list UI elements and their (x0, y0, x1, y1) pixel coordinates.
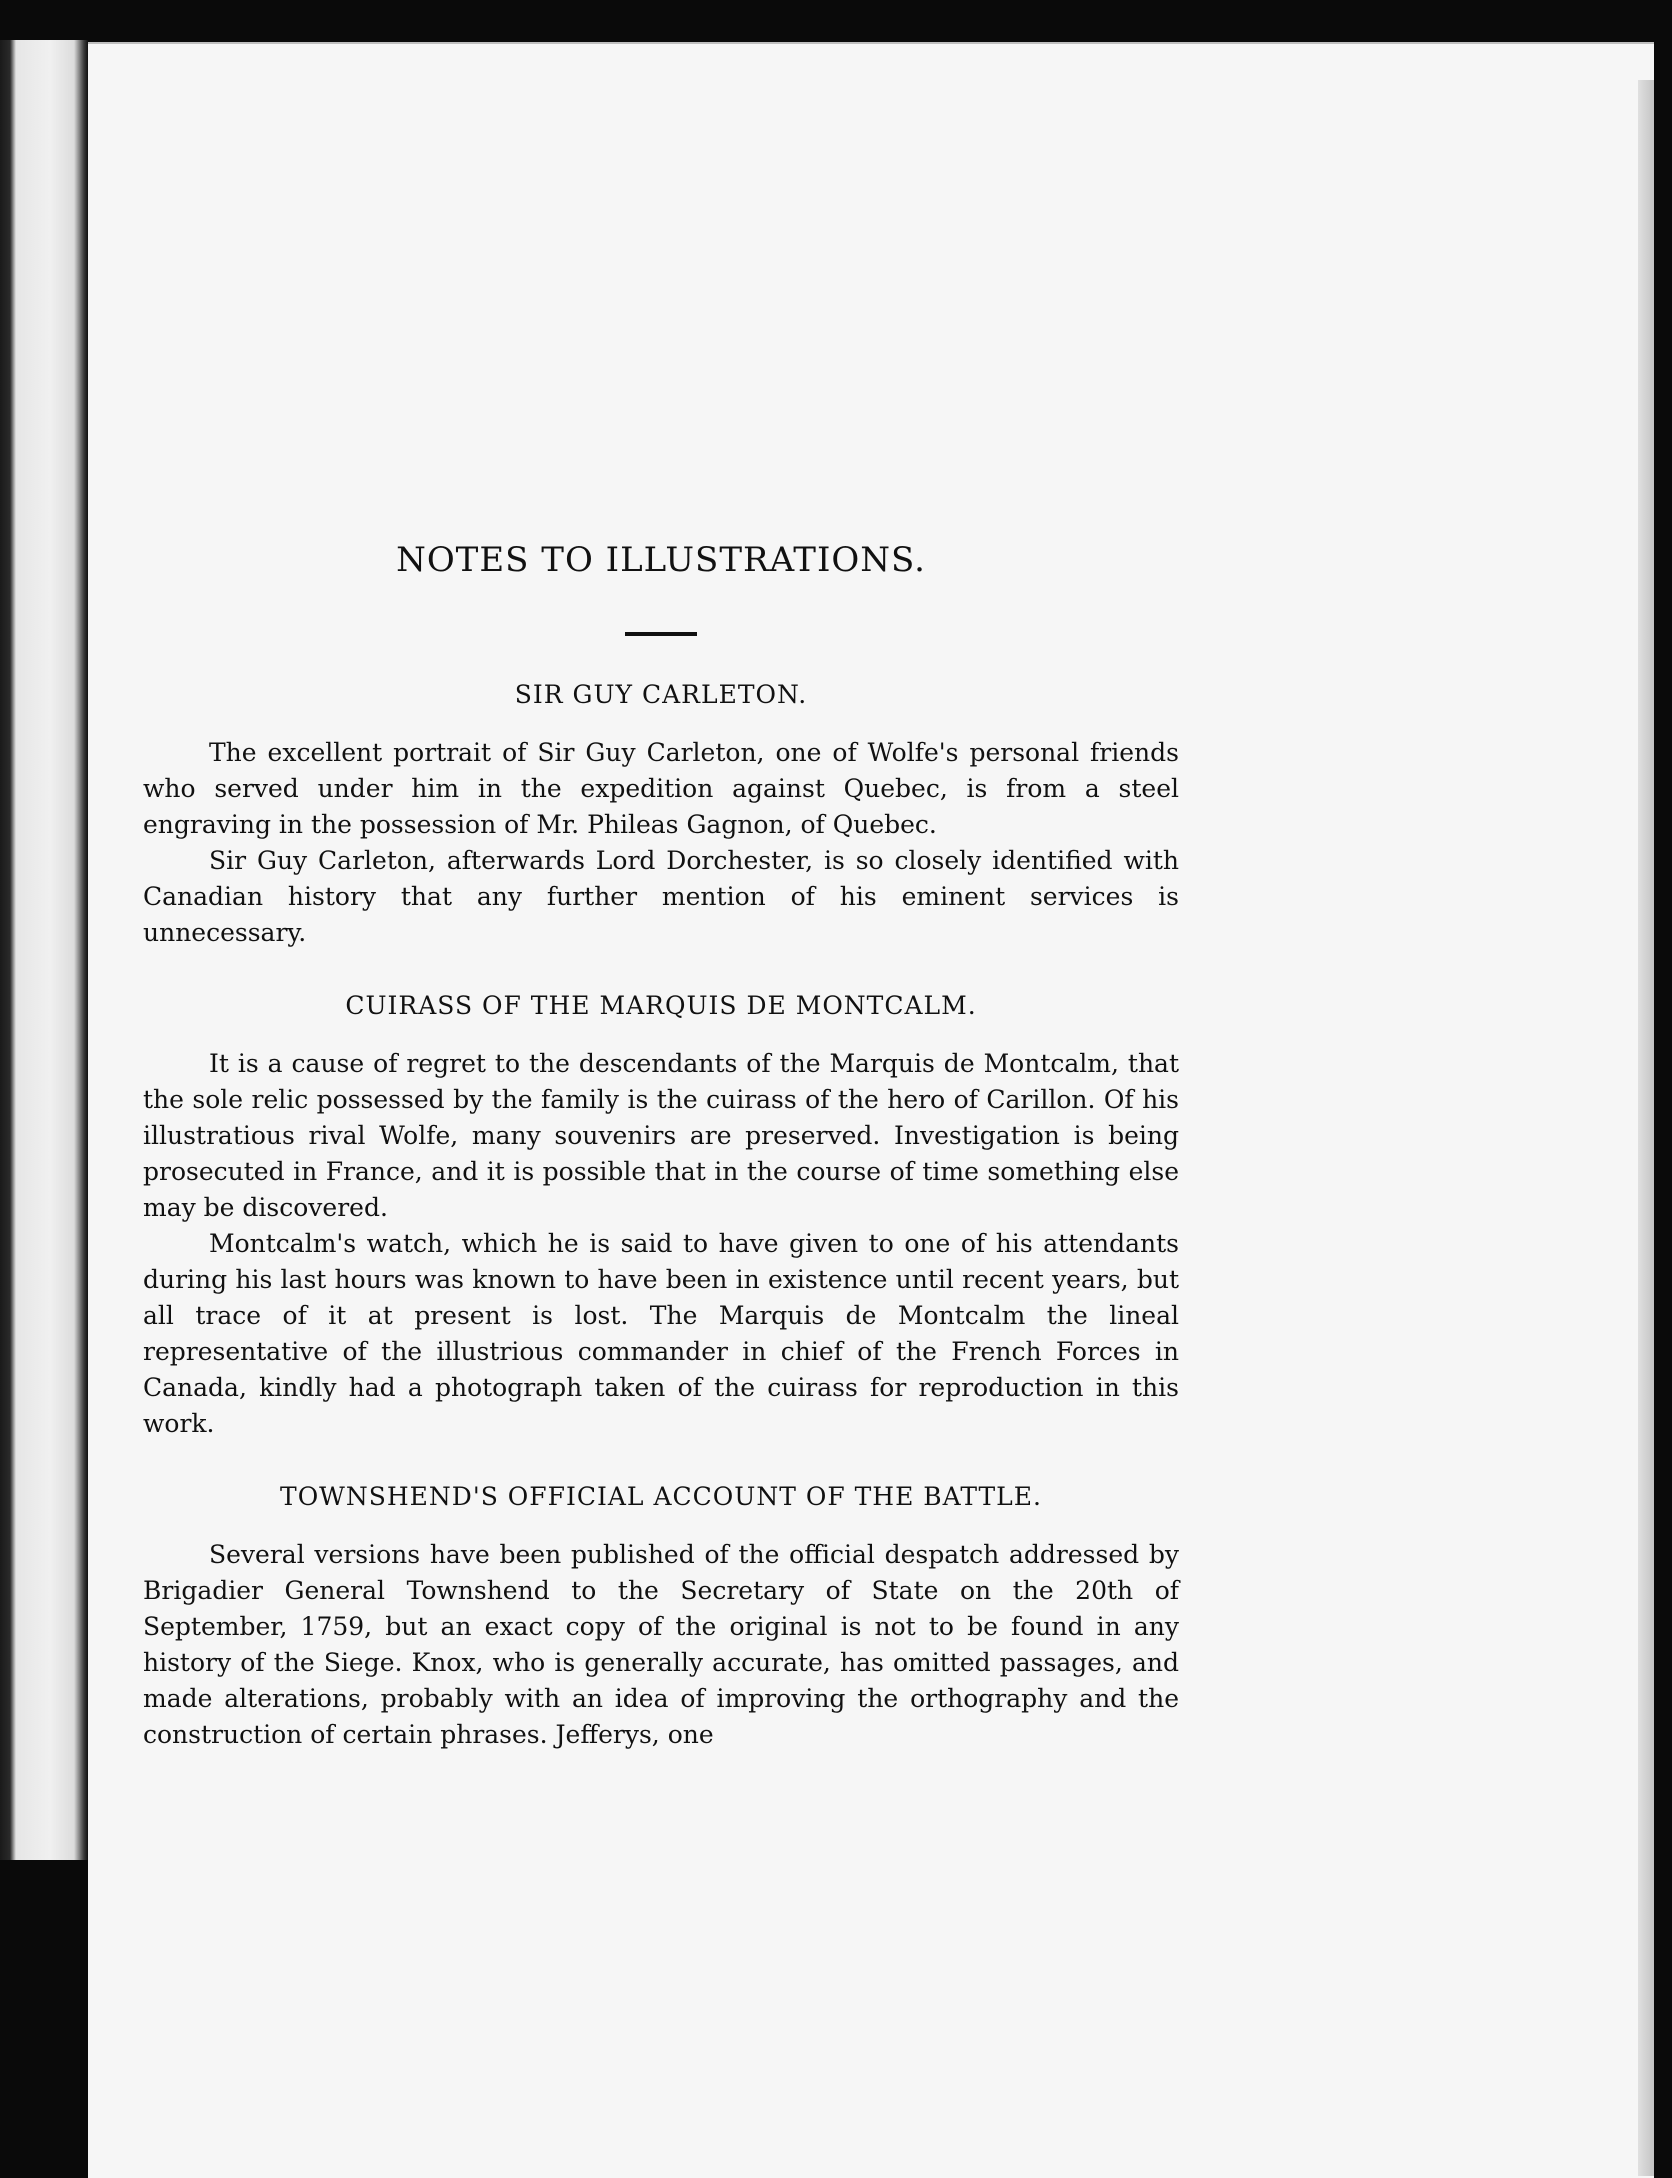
section-heading: TOWNSHEND'S OFFICIAL ACCOUNT OF THE BATTLE. (280, 1482, 1042, 1511)
right-page-edge (1638, 80, 1654, 2176)
section-sir-guy-carleton (143, 680, 1179, 951)
section-heading: SIR GUY CARLETON. (514, 680, 808, 709)
paragraph: Several versions have been published of the official despatch addressed by Brigadier General Townshend to the Secretary of State on the 20th of September, 1759, but an exact copy of the original is not to be found in any history of the Siege. Knox, who is generally accurate, has omitted passages, and made alterations, probably with an idea of improving the orthography and the construction of certain phrases. Jefferys, one (143, 1540, 1179, 1749)
paragraph: The excellent portrait of Sir Guy Carleton, one of Wolfe's personal friends who served under him in the expedition against Quebec, is from a steel engraving in the possession of Mr. Phileas Gagnon, of Quebec. (143, 738, 1179, 839)
section-cuirass-montcalm (143, 991, 1179, 1442)
paragraph: It is a cause of regret to the descendants of the Marquis de Montcalm, that the sole relic possessed by the family is the cuirass of the hero of Carillon. Of his illustratious rival Wolfe, many souvenirs are preserved. Investigation is being prosecuted in France, and it is possible that in the course of time something else may be discovered. (143, 1049, 1179, 1222)
section-heading: CUIRASS OF THE MARQUIS DE MONTCALM. (345, 991, 977, 1020)
left-page-edge (0, 40, 88, 1860)
title-rule (625, 632, 697, 636)
section-townshend-account (143, 1482, 1179, 1753)
page-content (143, 495, 1179, 1753)
paragraph: Sir Guy Carleton, afterwards Lord Dorchester, is so closely identified with Canadian history that any further mention of his eminent services is unnecessary. (143, 846, 1179, 947)
page-title: NOTES TO ILLUSTRATIONS. (396, 540, 926, 580)
paragraph: Montcalm's watch, which he is said to have given to one of his attendants during his last hours was known to have been in existence until recent years, but all trace of it at present is lost. The Marquis de Montcalm the lineal representative of the illustrious commander in chief of the French Forces in Canada, kindly had a photograph taken of the cuirass for reproduction in this work. (143, 1229, 1179, 1438)
